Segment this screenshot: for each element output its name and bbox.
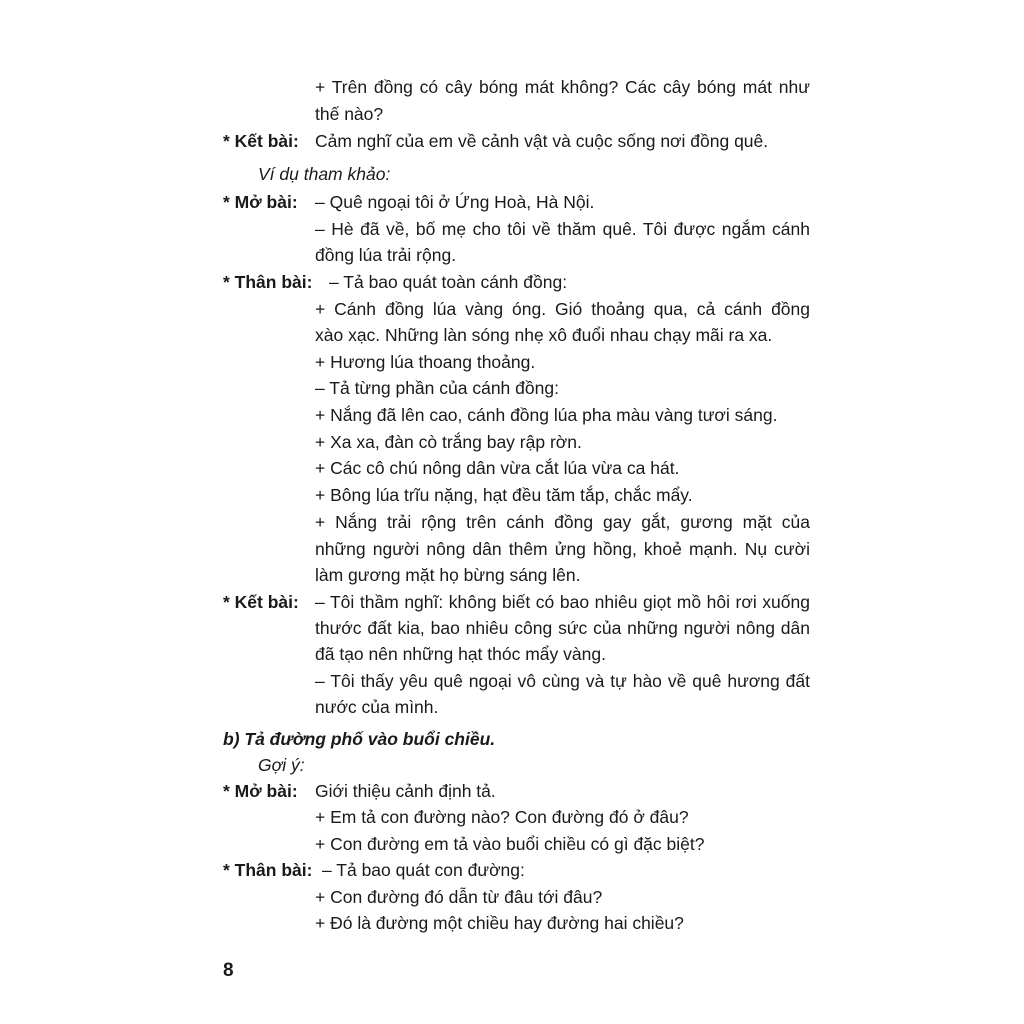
text-line: + Bông lúa trĩu nặng, hạt đều tăm tắp, chắc mẩy. <box>315 485 693 505</box>
text-line: – Tôi thầm nghĩ: không biết có bao nhiêu giọt mồ hôi rơi xuống <box>315 592 810 612</box>
text-line: xào xạc. Những làn sóng nhẹ xô đuổi nhau chạy mãi ra xa. <box>315 325 773 345</box>
text-line: + Con đường đó dẫn từ đâu tới đâu? <box>315 887 603 907</box>
section-label-ket-bai: * Kết bài: <box>223 592 299 612</box>
text-line: thước đất kia, bao nhiêu công sức của những người nông dân <box>315 618 810 638</box>
page-number: 8 <box>223 960 234 981</box>
text-line: Giới thiệu cảnh định tả. <box>315 781 496 801</box>
text-line: đã tạo nên những hạt thóc mẩy vàng. <box>315 644 606 664</box>
text-line: đồng lúa trải rộng. <box>315 245 457 265</box>
text-line: – Tả từng phần của cánh đồng: <box>315 378 559 398</box>
section-label-than-bai: * Thân bài: <box>223 860 313 880</box>
text-line: nước của mình. <box>315 697 439 717</box>
text-line: làm gương mặt họ bừng sáng lên. <box>315 565 581 585</box>
text-line: – Quê ngoại tôi ở Ứng Hoà, Hà Nội. <box>315 192 595 212</box>
text-line: thế nào? <box>315 104 384 124</box>
subheading-hint: Gợi ý: <box>258 755 305 775</box>
section-label-mo-bai: * Mở bài: <box>223 781 298 801</box>
text-line: – Tả bao quát toàn cánh đồng: <box>329 272 568 292</box>
text-line: – Hè đã về, bố mẹ cho tôi về thăm quê. Tôi được ngắm cánh <box>315 219 810 239</box>
text-line: – Tôi thấy yêu quê ngoại vô cùng và tự hào về quê hương đất <box>315 671 810 691</box>
text-line: + Nắng trải rộng trên cánh đồng gay gắt, gương mặt của <box>315 512 810 532</box>
text-line: + Em tả con đường nào? Con đường đó ở đâu? <box>315 807 689 827</box>
section-label-ket-bai: * Kết bài: <box>223 131 299 151</box>
text-line: – Tả bao quát con đường: <box>322 860 525 880</box>
text-line: + Trên đồng có cây bóng mát không? Các cây bóng mát như <box>315 77 810 97</box>
section-heading-b: b) Tả đường phố vào buổi chiều. <box>223 729 496 749</box>
section-label-mo-bai: * Mở bài: <box>223 192 298 212</box>
text-line: Cảm nghĩ của em về cảnh vật và cuộc sống nơi đồng quê. <box>315 131 769 151</box>
text-line: + Con đường em tả vào buổi chiều có gì đặc biệt? <box>315 834 705 854</box>
text-line: + Hương lúa thoang thoảng. <box>315 352 536 372</box>
text-line: + Cánh đồng lúa vàng óng. Gió thoảng qua, cả cánh đồng <box>315 299 810 319</box>
text-line: những người nông dân thêm ửng hồng, khoẻ mạnh. Nụ cười <box>315 539 810 559</box>
text-line: + Nắng đã lên cao, cánh đồng lúa pha màu vàng tươi sáng. <box>315 405 778 425</box>
text-line: + Các cô chú nông dân vừa cắt lúa vừa ca hát. <box>315 458 680 478</box>
text-line: + Đó là đường một chiều hay đường hai chiều? <box>315 913 684 933</box>
text-line: + Xa xa, đàn cò trắng bay rập rờn. <box>315 432 582 452</box>
section-label-than-bai: * Thân bài: <box>223 272 313 292</box>
subheading-example: Ví dụ tham khảo: <box>258 164 391 184</box>
